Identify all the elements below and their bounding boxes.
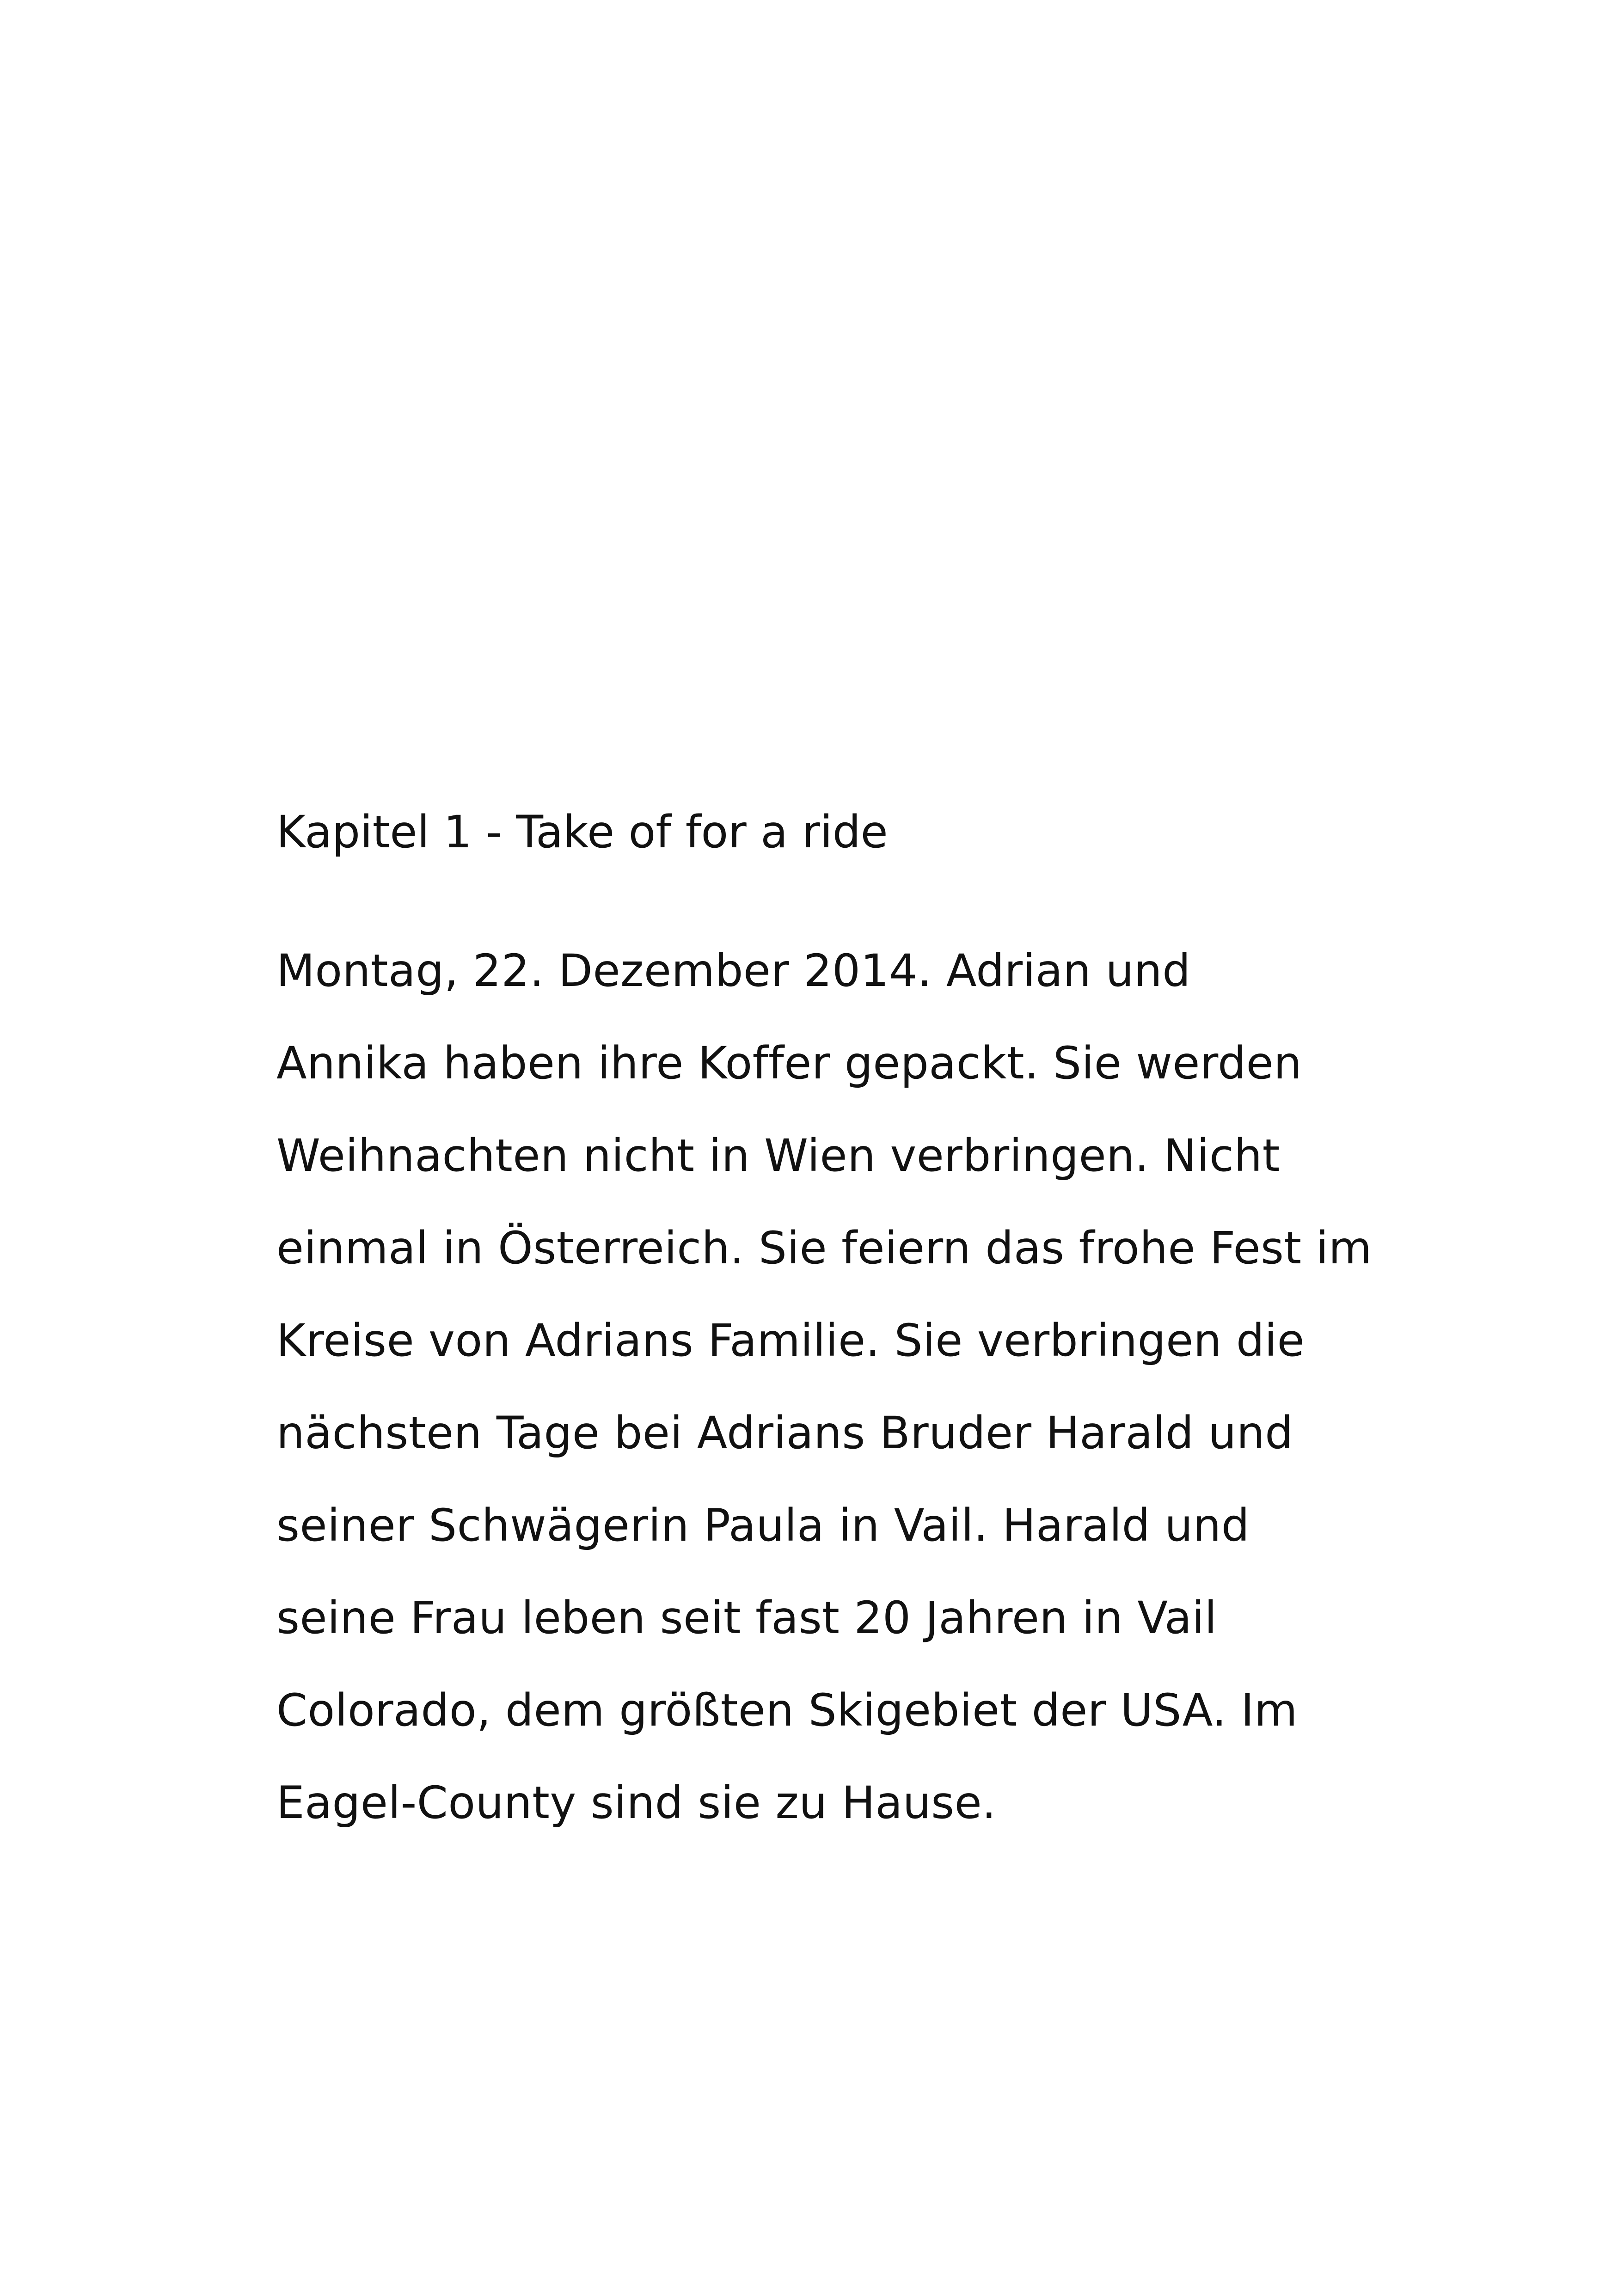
paragraph-line: Colorado, dem größten Skigebiet der USA. Im: [276, 1684, 1298, 1736]
paragraph-line: Eagel-County sind sie zu Hause.: [276, 1777, 997, 1829]
paragraph-line: Montag, 22. Dezember 2014. Adrian und: [276, 945, 1191, 997]
body-paragraph: [276, 925, 1386, 1849]
chapter-title: Kapitel 1 - Take of for a ride: [276, 806, 888, 858]
paragraph-line: einmal in Österreich. Sie feiern das frohe Fest im: [276, 1222, 1372, 1274]
text-block: [276, 786, 1386, 1849]
paragraph-line: seiner Schwägerin Paula in Vail. Harald und: [276, 1500, 1250, 1551]
paragraph-line: Weihnachten nicht in Wien verbringen. Nicht: [276, 1130, 1280, 1182]
paragraph-line: nächsten Tage bei Adrians Bruder Harald und: [276, 1407, 1293, 1459]
paragraph-line: seine Frau leben seit fast 20 Jahren in Vail: [276, 1592, 1217, 1644]
paragraph-line: Annika haben ihre Koffer gepackt. Sie werden: [276, 1037, 1302, 1089]
paragraph-line: Kreise von Adrians Familie. Sie verbringen die: [276, 1315, 1305, 1366]
